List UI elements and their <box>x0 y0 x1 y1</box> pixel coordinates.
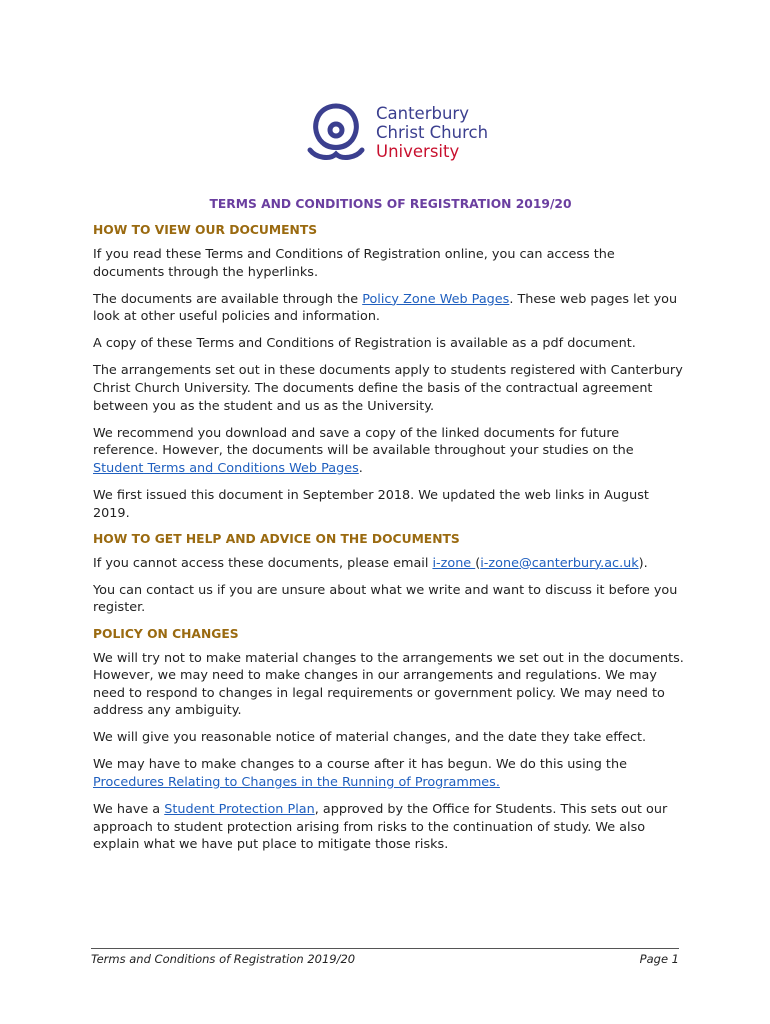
logo-line-1: Canterbury <box>376 104 469 123</box>
i-zone-link[interactable]: i-zone <box>432 555 476 571</box>
section-heading-policy: POLICY ON CHANGES <box>93 626 239 641</box>
document-title: TERMS AND CONDITIONS OF REGISTRATION 2019/20 <box>209 197 572 211</box>
logo-line-3: University <box>376 142 460 161</box>
footer-title: Terms and Conditions of Registration 2019/20 <box>91 952 356 966</box>
page-number: Page 1 <box>639 952 679 966</box>
page-footer <box>91 948 679 966</box>
paragraph: The documents are available through the Policy Zone Web Pages. These web pages let you look at other useful policies and information. <box>93 291 678 325</box>
paragraph: A copy of these Terms and Conditions of Registration is available as a pdf document. <box>93 336 636 352</box>
paragraph: The arrangements set out in these documents apply to students registered with Canterbury Christ Church University. The documents define the basis of the contractual agreement between you as the student and us as the University. <box>93 363 683 414</box>
logo-emblem-icon <box>302 100 370 164</box>
document-body <box>93 197 688 863</box>
logo-line-2: Christ Church <box>376 123 489 142</box>
student-protection-plan-link[interactable]: Student Protection Plan <box>164 802 315 818</box>
paragraph: We will try not to make material changes to the arrangements we set out in the documents. However, we may need to make changes in our arrangements and regulations. We may need to respond to changes in legal requirements or government policy. We may need to address any ambiguity. <box>93 650 684 719</box>
policy-zone-link[interactable]: Policy Zone Web Pages <box>362 291 510 307</box>
procedures-link[interactable]: Procedures Relating to Changes in the Running of Programmes. <box>93 775 500 791</box>
section-heading-view: HOW TO VIEW OUR DOCUMENTS <box>93 223 318 237</box>
paragraph: You can contact us if you are unsure about what we write and want to discuss it before you register. <box>93 582 678 616</box>
paragraph: If you cannot access these documents, please email i-zone (i-zone@canterbury.ac.uk). <box>93 555 648 571</box>
paragraph: We will give you reasonable notice of material changes, and the date they take effect. <box>93 730 647 746</box>
i-zone-email-link[interactable]: i-zone@canterbury.ac.uk <box>480 555 639 571</box>
university-logo <box>302 100 512 164</box>
paragraph: We first issued this document in September 2018. We updated the web links in August 2019. <box>93 488 649 521</box>
paragraph: If you read these Terms and Conditions of Registration online, you can access the documents through the hyperlinks. <box>93 247 615 280</box>
paragraph: We may have to make changes to a course after it has begun. We do this using the Procedures Relating to Changes in the Running of Programmes. <box>93 757 627 791</box>
section-heading-help: HOW TO GET HELP AND ADVICE ON THE DOCUMENTS <box>93 531 460 546</box>
student-terms-link[interactable]: Student Terms and Conditions Web Pages <box>93 460 359 476</box>
paragraph: We recommend you download and save a copy of the linked documents for future reference. However, the documents will be available throughout your studies on the Student Terms and Conditions Web Pages. <box>93 425 634 476</box>
paragraph: We have a Student Protection Plan, approved by the Office for Students. This sets out our approach to student protection arising from risks to the continuation of study. We also explain what we have put place to mitigate those risks. <box>93 802 668 853</box>
